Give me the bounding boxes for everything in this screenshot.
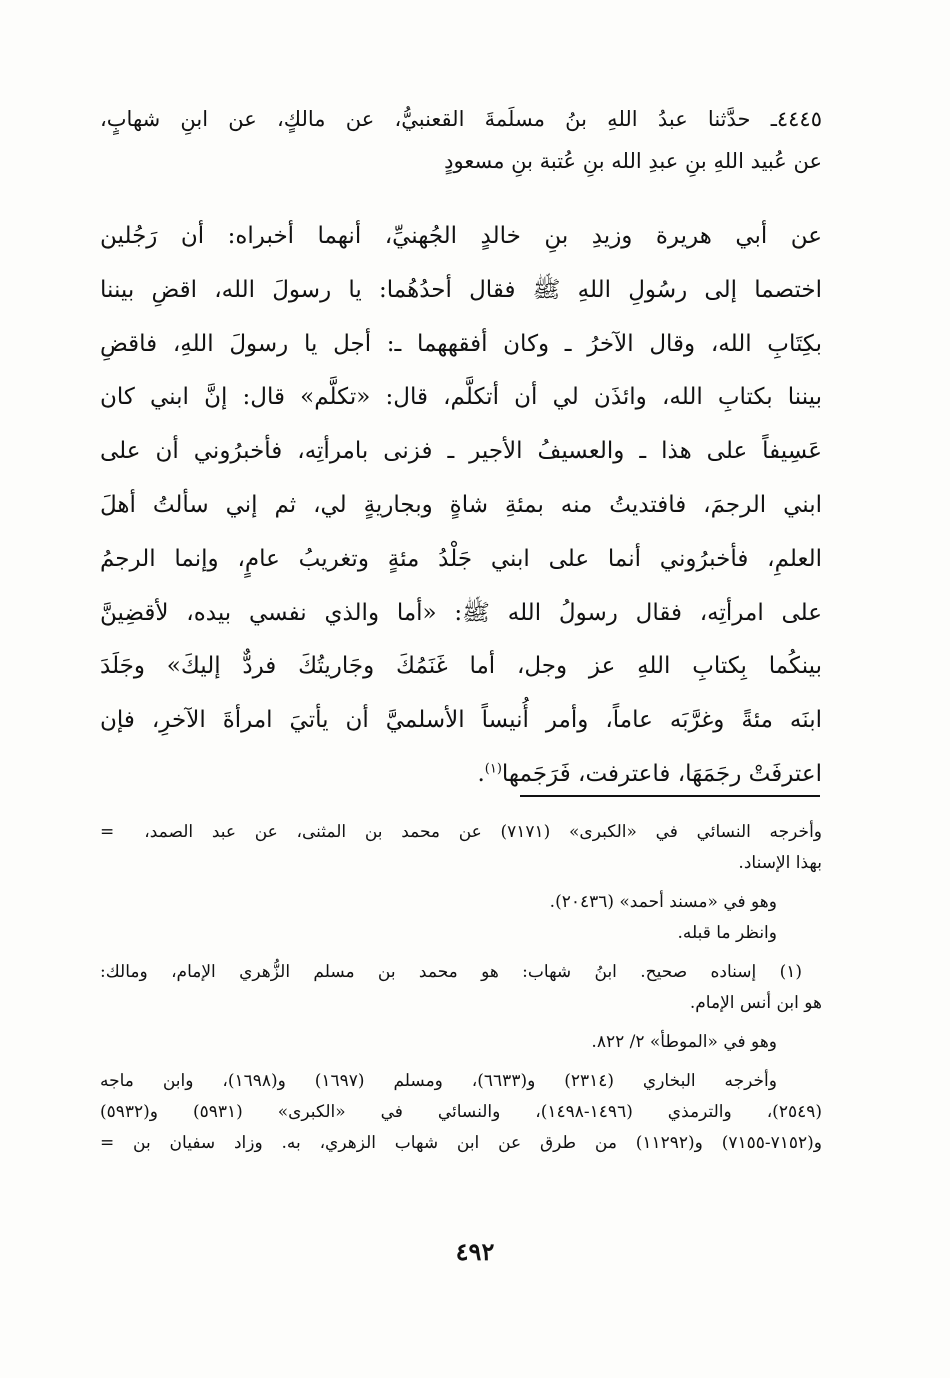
footnote-marker: (١) <box>484 761 502 777</box>
text-line: عن أبي هريرة وزيدِ بنِ خالدٍ الجُهنيِّ، أنهما أخبراه: أن رَجُلين <box>100 223 822 249</box>
footnote-line: و(٧١٥٢-٧١٥٥) و(١١٢٩٢) من طرق عن ابن شهاب الزهري، به. وزاد سفيان بن = <box>100 1133 822 1153</box>
text-line: بكِتَابِ الله، وقال الآخرُ ـ وكان أفقههما ـ: أجل يا رسولَ اللهِ، فاقضِ <box>100 330 822 357</box>
isnad-line: ٤٤٤٥ـ حدَّثنا عبدُ اللهِ بنُ مسلَمةَ القعنبيُّ، عن مالكٍ، عن ابنِ شهابٍ، <box>100 107 822 131</box>
text-line: ابنَه مئةً وغرَّبَه عاماً، وأمر أُنيساً الأسلميَّ أن يأتيَ امرأةَ الآخرِ، فإن <box>100 707 822 734</box>
text-line: على امرأتِه، فقال رسولُ الله ﷺ: «أما والذي نفسي بيده، لأقضِينَّ <box>100 599 822 626</box>
continuation-mark: = <box>100 822 115 842</box>
page-number: ٤٩٢ <box>455 1237 495 1266</box>
text-line-content: اعترفَتْ رجَمَهَا، فاعترفت، فَرَجَمها <box>501 760 822 787</box>
isnad-line: عن عُبيد اللهِ بنِ عبدِ الله بنِ عُتبة بنِ مسعودٍ <box>444 149 822 173</box>
text-line: اختصما إلى رسُولِ اللهِ ﷺ فقال أحدُهُما: يا رسولَ الله، اقضِ بيننا <box>100 276 822 303</box>
footnote-line: بهذا الإسناد. <box>738 853 822 873</box>
end-mark: . <box>477 760 485 787</box>
footnote-line: وهو في «الموطأ» ٢/ ٨٢٢. <box>591 1032 777 1052</box>
footnote-1-line: (١) إسناده صحيح. ابنُ شهاب: هو محمد بن مسلم الزُّهري الإمام، ومالك: <box>100 962 802 982</box>
footnote-line-content: وأخرجه النسائي في «الكبرى» (٧١٧١) عن محمد بن المثنى، عن عبد الصمد، <box>144 822 822 842</box>
footnote-1-line: هو ابن أنس الإمام. <box>689 993 822 1013</box>
text-line: العلمِ، فأخبرُوني أنما على ابني جَلْدُ مئةٍ وتغريبُ عامٍ، وإنما الرجمُ <box>100 545 822 572</box>
text-line: ابني الرجمَ، فافتديتُ منه بمئةِ شاةٍ وبجاريةٍ لي، ثم إني سألتُ أهلَ <box>100 491 822 518</box>
text-line: بينكُما بِكتابِ اللهِ عز وجل، أما غَنَمُكَ وجَاريتُكَ فردٌّ إليكَ» وجَلَدَ <box>100 653 822 680</box>
text-line: عَسِيفاً على هذا ـ والعسيفُ الأجير ـ فزنى بامرأتِه، فأخبرُوني أن على <box>100 438 822 465</box>
footnote-separator <box>520 795 820 797</box>
hadith-isnad <box>100 98 822 182</box>
footnote-line: وأخرجه البخاري (٢٣١٤) و(٦٦٣٣)، ومسلم (١٦٩٧) و(١٦٩٨)، وابن ماجه <box>100 1071 777 1091</box>
hadith-text <box>100 210 822 802</box>
footnotes <box>100 817 822 1159</box>
footnote-line: وانظر ما قبله. <box>677 923 777 943</box>
footnote-line: (٢٥٤٩)، والترمذي (١٤٩٦-١٤٩٨)، والنسائي في «الكبرى» (٥٩٣١) و(٥٩٣٢) <box>100 1102 822 1122</box>
footnote-line: وهو في «مسند أحمد» (٢٠٤٣٦). <box>549 892 777 912</box>
text-line-last <box>100 748 822 802</box>
text-line: بيننا بكتابِ الله، وائذَن لي أن أتكلَّم، قال: «تكلَّم» قال: إنَّ ابني كان <box>100 384 822 411</box>
footnote-line <box>100 817 822 848</box>
